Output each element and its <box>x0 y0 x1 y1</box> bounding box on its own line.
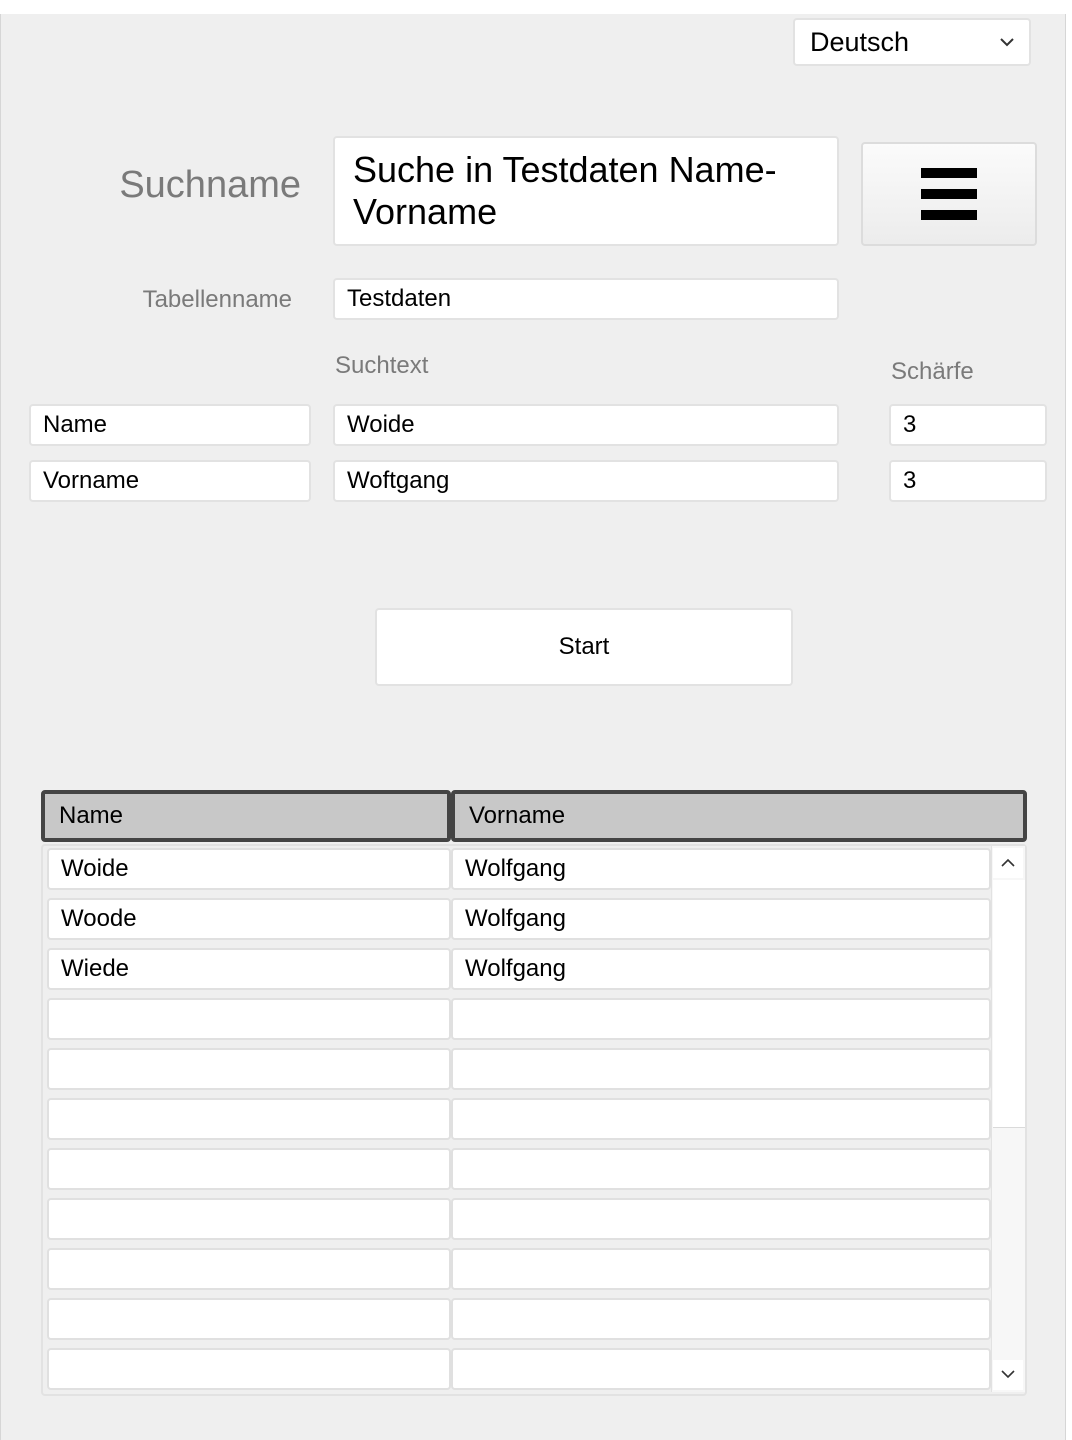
table-cell-name[interactable] <box>47 998 451 1040</box>
column-header-name[interactable] <box>41 790 451 842</box>
criteria-field-name[interactable] <box>29 404 311 446</box>
table-cell-vorname[interactable] <box>451 998 991 1040</box>
table-cell-name[interactable]: Wiede <box>47 948 451 990</box>
tabellenname-field[interactable] <box>333 278 839 320</box>
table-cell-vorname[interactable] <box>451 1148 991 1190</box>
column-header-label: Name <box>59 802 124 829</box>
schaerfe-label: Schärfe <box>891 358 974 385</box>
criteria-text-vorname[interactable] <box>333 460 839 502</box>
chevron-down-icon <box>999 34 1015 50</box>
tabellenname-label: Tabellenname <box>142 286 292 313</box>
criteria-text-name[interactable] <box>333 404 839 446</box>
table-cell-vorname[interactable] <box>451 1048 991 1090</box>
suchname-field[interactable] <box>333 136 839 246</box>
language-select[interactable] <box>793 18 1031 66</box>
table-cell-vorname[interactable] <box>451 1248 991 1290</box>
criteria-sharpness-value: 3 <box>903 411 917 438</box>
table-cell-name[interactable] <box>47 1198 451 1240</box>
start-button[interactable] <box>375 608 793 686</box>
table-cell-vorname[interactable] <box>451 1198 991 1240</box>
criteria-field-label: Name <box>43 411 108 438</box>
scroll-up-button[interactable] <box>993 848 1023 878</box>
scrollbar-thumb[interactable] <box>993 880 1025 1128</box>
table-cell-name[interactable] <box>47 1048 451 1090</box>
suchname-value: Suche in Testdaten Name-Vorname <box>353 149 777 232</box>
criteria-field-vorname[interactable] <box>29 460 311 502</box>
table-cell-name[interactable] <box>47 1298 451 1340</box>
language-select-value: Deutsch <box>810 26 910 57</box>
start-button-label: Start <box>558 633 610 660</box>
criteria-sharpness-value: 3 <box>903 467 917 494</box>
criteria-sharpness-name[interactable] <box>889 404 1047 446</box>
criteria-field-label: Vorname <box>43 467 140 494</box>
suchtext-label: Suchtext <box>335 352 429 379</box>
tabellenname-value: Testdaten <box>347 285 452 312</box>
table-cell-name[interactable]: Woode <box>47 898 451 940</box>
scroll-down-button[interactable] <box>993 1360 1023 1390</box>
menu-button[interactable] <box>861 142 1037 246</box>
table-cell-vorname[interactable]: Wolfgang <box>451 898 991 940</box>
table-cell-name[interactable] <box>47 1098 451 1140</box>
table-cell-vorname[interactable]: Wolfgang <box>451 848 991 890</box>
table-cell-vorname[interactable] <box>451 1348 991 1390</box>
table-cell-name[interactable] <box>47 1248 451 1290</box>
hamburger-menu-icon <box>921 168 977 220</box>
table-cell-vorname[interactable] <box>451 1298 991 1340</box>
criteria-text-value: Woide <box>347 411 415 438</box>
app-window <box>0 14 1066 1440</box>
table-cell-name[interactable] <box>47 1348 451 1390</box>
chevron-down-icon <box>1001 1366 1015 1384</box>
table-cell-vorname[interactable]: Wolfgang <box>451 948 991 990</box>
chevron-up-icon <box>1001 854 1015 872</box>
column-header-label: Vorname <box>469 802 566 829</box>
table-cell-name[interactable]: Woide <box>47 848 451 890</box>
table-cell-name[interactable] <box>47 1148 451 1190</box>
suchname-label: Suchname <box>119 164 301 206</box>
column-header-vorname[interactable] <box>451 790 1027 842</box>
criteria-text-value: Woftgang <box>347 467 450 494</box>
table-cell-vorname[interactable] <box>451 1098 991 1140</box>
criteria-sharpness-vorname[interactable] <box>889 460 1047 502</box>
